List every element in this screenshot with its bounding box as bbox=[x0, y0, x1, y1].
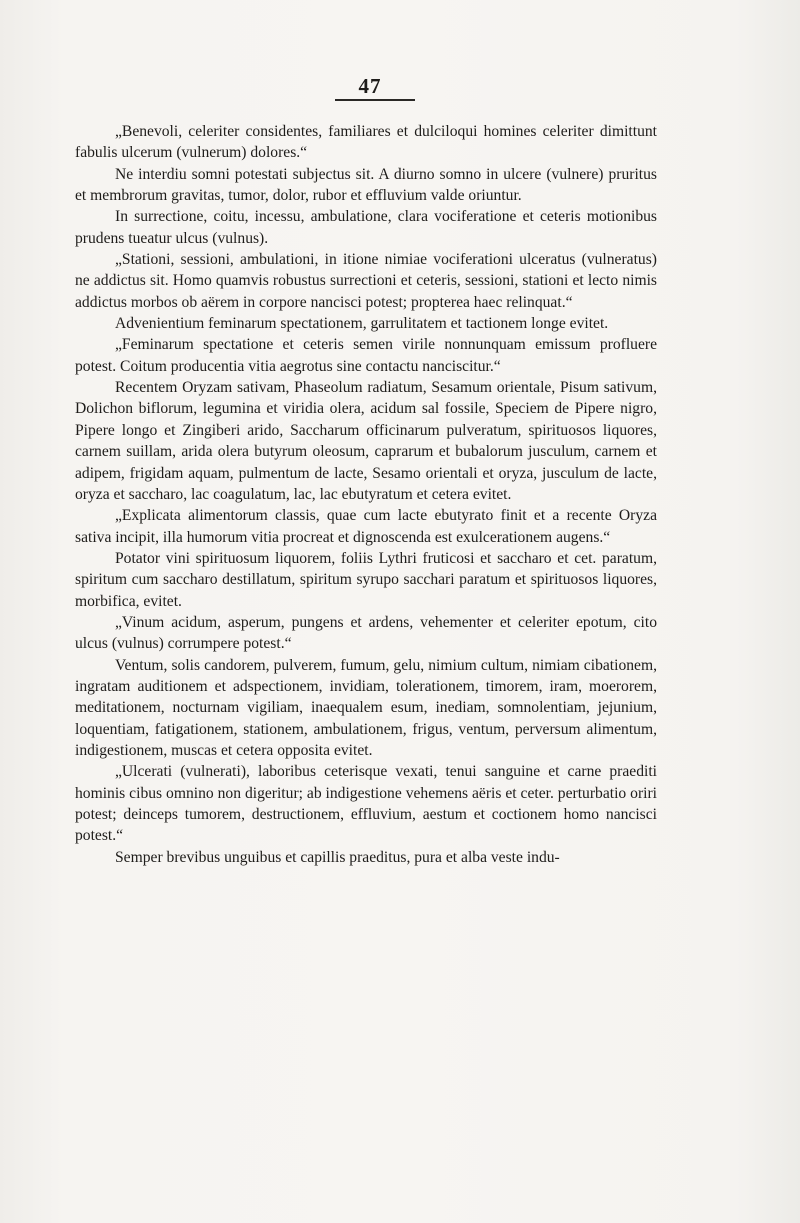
paragraph-4: „Stationi, sessioni, ambulationi, in itione nimiae vociferationi ulceratus (vulneratus) ne addictus sit. Homo quamvis robustus surrectioni et ceteris, sessioni, stationi et lecto nimis addictus morbos ob aërem in corpore nancisci potest; propterea haec relinquat.“ bbox=[75, 251, 657, 311]
paragraph-5: Advenientium feminarum spectationem, garrulitatem et tactionem longe evitet. bbox=[115, 315, 609, 333]
body-text bbox=[75, 121, 657, 868]
paragraph-2: Ne interdiu somni potestati subjectus sit. A diurno somno in ulcere (vulnere) pruritus et membrorum gravitas, tumor, dolor, rubor et effluvium valde oriuntur. bbox=[75, 165, 657, 205]
paragraph-1: „Benevoli, celeriter considentes, familiares et dulciloqui homines celeriter dimittunt fabulis ulcerum (vulnerum) dolores.“ bbox=[75, 123, 657, 162]
page-number-rule bbox=[335, 99, 415, 101]
paragraph-10: „Vinum acidum, asperum, pungens et ardens, vehementer et celeriter epotum, cito ulcus (vulnus) corrumpere potest.“ bbox=[75, 613, 657, 653]
page-number: 47 bbox=[358, 74, 382, 98]
paragraph-11: Ventum, solis candorem, pulverem, fumum, gelu, nimium cultum, nimiam cibationem, ingratam auditionem et adspectionem, invidiam, tolerationem, timorem, iram, moerorem, meditationem, nocturnam vigiliam, inaequalem esum, inediam, somnolentiam, jejunium, loquentiam, fatigationem, stationem, ambulationem, frigus, ventum, perversum alimentum, indigestionem, muscas et cetera opposita evitet. bbox=[75, 656, 657, 759]
paragraph-7: Recentem Oryzam sativam, Phaseolum radiatum, Sesamum orientale, Pisum sativum, Dolichon biflorum, legumina et viridia olera, acidum sal fossile, Speciem de Pipere nigro, Pipere longo et Zingiberi arido, Saccharum officinarum pulveratum, spirituosos liquores, carnem suillam, arida olera butyrum oleosum, caprarum et bubalorum jusculum, carnem et adipem, frigidam aquam, pulmentum de lacte, Sesamo orientali et oryza, jusculum de lacte, oryza et saccharo, lac coagulatum, lac, lac ebutyratum et cetera evitet. bbox=[75, 379, 657, 503]
paragraph-3: In surrectione, coitu, incessu, ambulatione, clara vociferatione et ceteris motionibus prudens tueatur ulcus (vulnus). bbox=[75, 208, 657, 247]
paragraph-12: „Ulcerati (vulnerati), laboribus ceterisque vexati, tenui sanguine et carne praediti hominis cibus omnino non digeritur; ab indigestione vehemens aëris et ceter. perturbatio oriri potest; deinceps tumorem, destructionem, effluvium, aestum et coctionem homo nancisci potest.“ bbox=[75, 763, 657, 845]
paragraph-8: „Explicata alimentorum classis, quae cum lacte ebutyrato finit et a recente Oryza sativa incipit, illa humorum vitia procreat et dignoscenda est exulcerationem augens.“ bbox=[75, 507, 657, 546]
paragraph-6: „Feminarum spectatione et ceteris semen virile nonnunquam emissum profluere potest. Coitum producentia vitia aegrotus sine contactu nanciscitur.“ bbox=[75, 336, 657, 375]
paragraph-13: Semper brevibus unguibus et capillis praeditus, pura et alba veste indu- bbox=[115, 848, 560, 866]
paragraph-9: Potator vini spirituosum liquorem, foliis Lythri fruticosi et saccharo et cet. paratum, spiritum cum saccharo destillatum, spiritum syrupo sacchari paratum et spirituosos liquores, morbifica, evitet. bbox=[75, 549, 657, 610]
